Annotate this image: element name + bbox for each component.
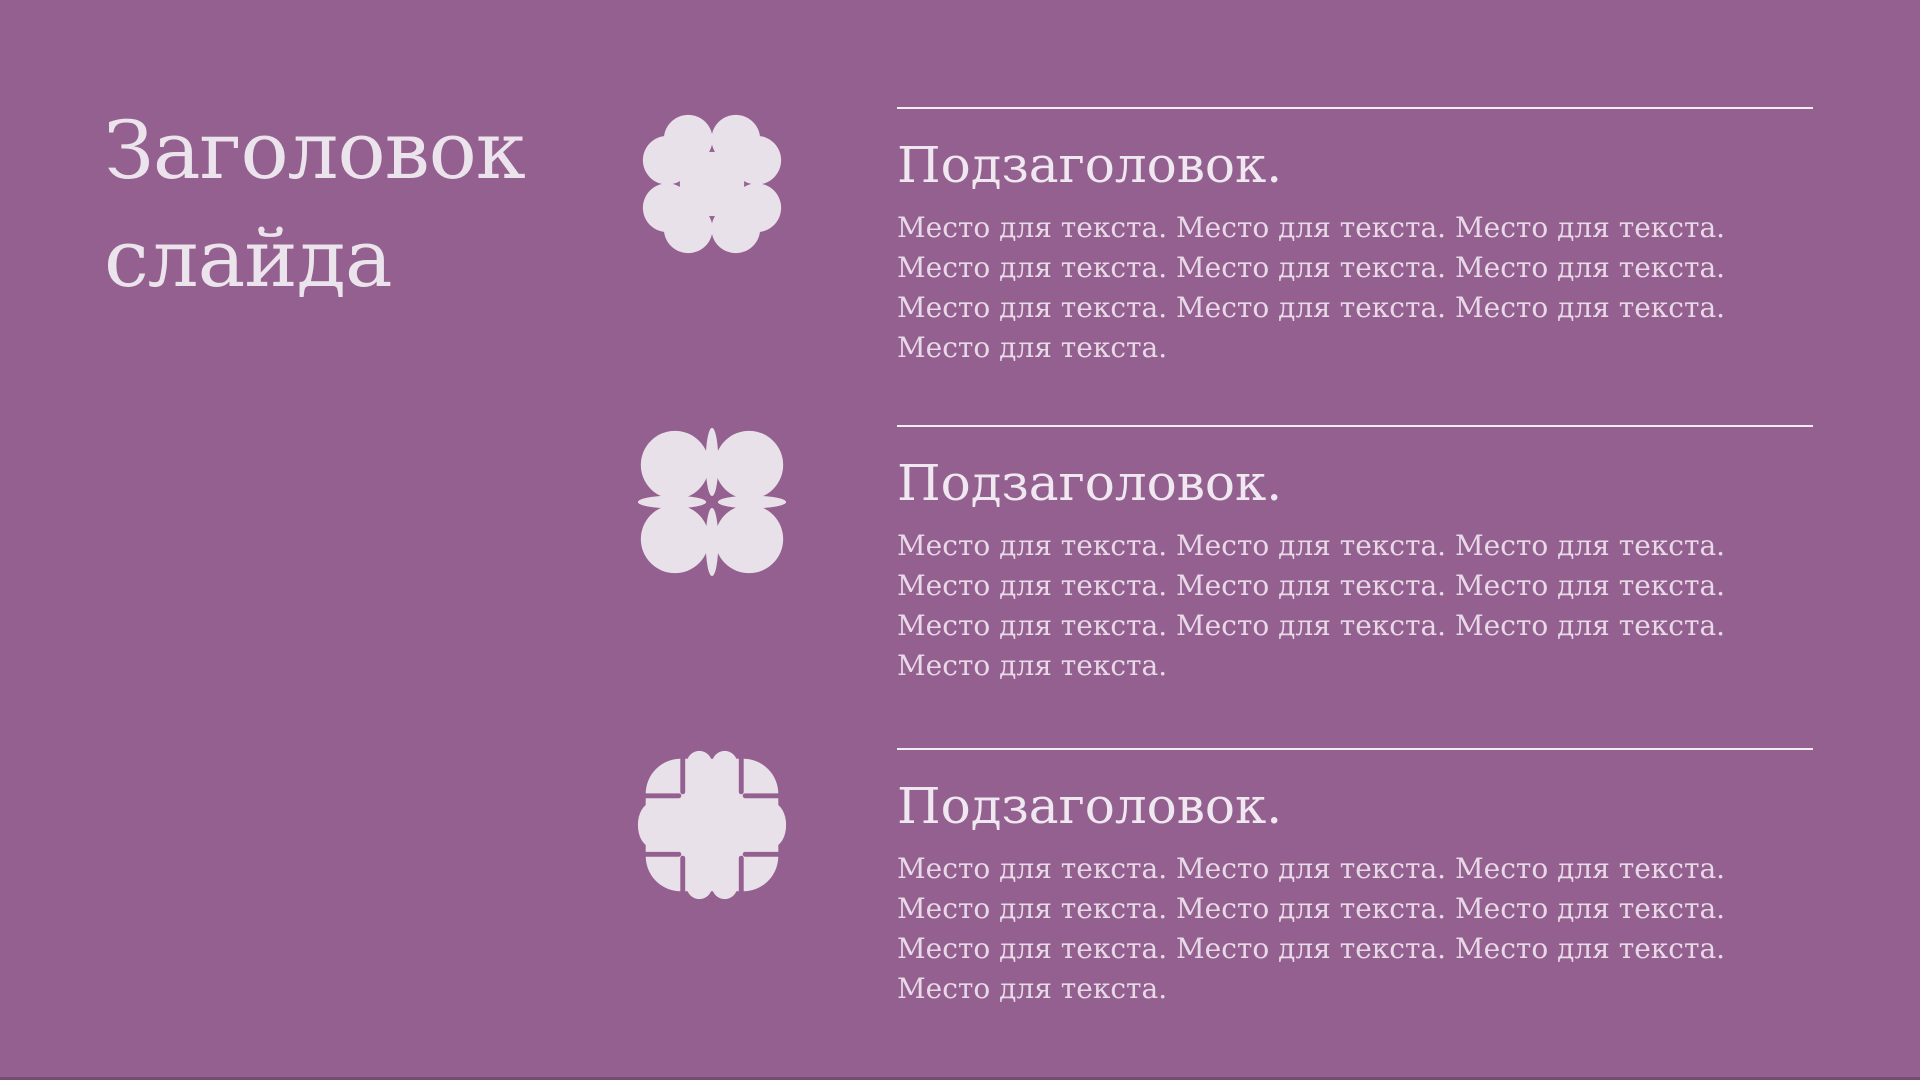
body-text-line: Место для текста. Место для текста. Место для текста. [897,529,1726,562]
body-text-line: Место для текста. [897,331,1168,364]
slide-title-line-2: слайда [104,212,392,305]
clover-square-icon [634,747,790,903]
body-text-line: Место для текста. Место для текста. Место для текста. [897,569,1726,602]
section-1-subtitle: Подзаголовок. [897,136,1283,194]
body-text-line: Место для текста. [897,649,1168,682]
body-text-line: Место для текста. Место для текста. Место для текста. [897,932,1726,965]
section-2 [897,425,1813,686]
section-3-body [897,849,1813,1009]
slide-title [104,97,525,313]
body-text-line: Место для текста. Место для текста. Место для текста. [897,852,1726,885]
four-petal-flower-icon [634,424,790,580]
body-text-line: Место для текста. Место для текста. Место для текста. [897,211,1726,244]
section-1-body [897,208,1813,368]
body-text-line: Место для текста. [897,972,1168,1005]
slide-title-line-1: Заголовок [104,104,525,197]
body-text-line: Место для текста. Место для текста. Место для текста. [897,609,1726,642]
section-3 [897,748,1813,1009]
section-1 [897,107,1813,368]
flower-dots-icon [634,106,790,262]
section-2-subtitle: Подзаголовок. [897,454,1283,512]
section-3-subtitle: Подзаголовок. [897,777,1283,835]
body-text-line: Место для текста. Место для текста. Место для текста. [897,251,1726,284]
body-text-line: Место для текста. Место для текста. Место для текста. [897,291,1726,324]
section-2-body [897,526,1813,686]
body-text-line: Место для текста. Место для текста. Место для текста. [897,892,1726,925]
